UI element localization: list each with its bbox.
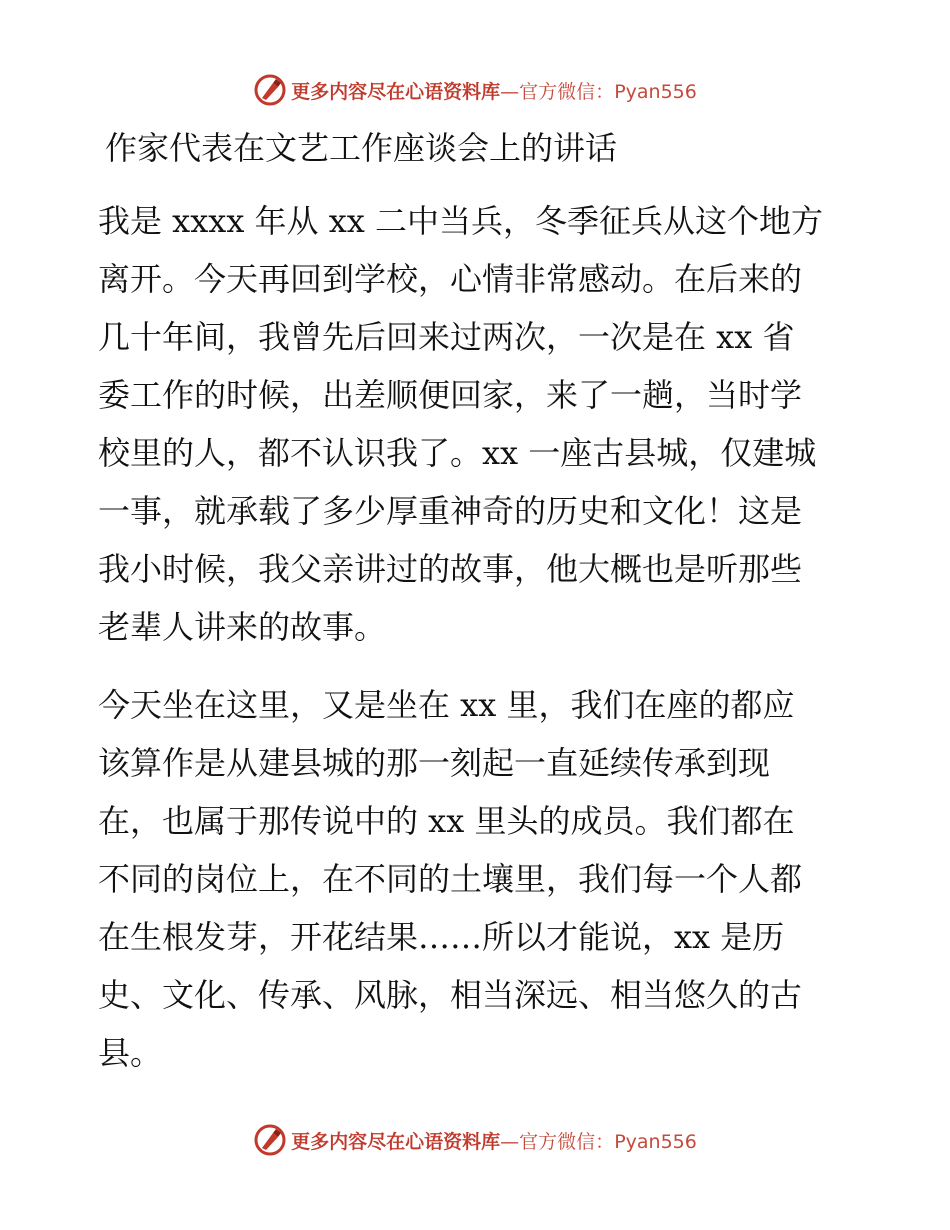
text-line: 在，也属于那传说中的 xx 里头的成员。我们都在 <box>98 802 795 840</box>
document-title: 作家代表在文艺工作座谈会上的讲话 <box>105 129 618 167</box>
text-line: 不同的岗位上，在不同的土壤里，我们每一个人都 <box>98 860 803 898</box>
header-watermark <box>0 70 950 110</box>
text-line: 我小时候，我父亲讲过的故事，他大概也是听那些 <box>98 550 803 588</box>
text-line: 老辈人讲来的故事。 <box>98 608 387 646</box>
paragraph <box>98 192 858 656</box>
text-line: 离开。今天再回到学校，心情非常感动。在后来的 <box>98 260 803 298</box>
paragraph <box>98 676 858 1082</box>
watermark-text: 更多内容尽在心语资料库—官方微信：Pyan556 <box>291 80 697 103</box>
text-line: 校里的人，都不认识我了。xx 一座古县城，仅建城 <box>98 434 817 472</box>
pen-logo-icon <box>253 73 287 107</box>
text-line: 我是 xxxx 年从 xx 二中当兵，冬季征兵从这个地方 <box>98 202 823 240</box>
text-line: 今天坐在这里，又是坐在 xx 里，我们在座的都应 <box>98 686 795 724</box>
text-line: 几十年间，我曾先后回来过两次，一次是在 xx 省 <box>98 318 795 356</box>
text-line: 在生根发芽，开花结果……所以才能说，xx 是历 <box>98 918 785 956</box>
text-line: 委工作的时候，出差顺便回家，来了一趟，当时学 <box>98 376 803 414</box>
text-line: 县。 <box>98 1034 163 1072</box>
text-line: 该算作是从建县城的那一刻起一直延续传承到现 <box>98 744 771 782</box>
pen-logo-icon <box>253 1123 287 1157</box>
text-line: 一事，就承载了多少厚重神奇的历史和文化！这是 <box>98 492 803 530</box>
footer-watermark <box>0 1120 950 1160</box>
watermark-text: 更多内容尽在心语资料库—官方微信：Pyan556 <box>291 1130 697 1153</box>
text-line: 史、文化、传承、风脉，相当深远、相当悠久的古 <box>98 976 803 1014</box>
